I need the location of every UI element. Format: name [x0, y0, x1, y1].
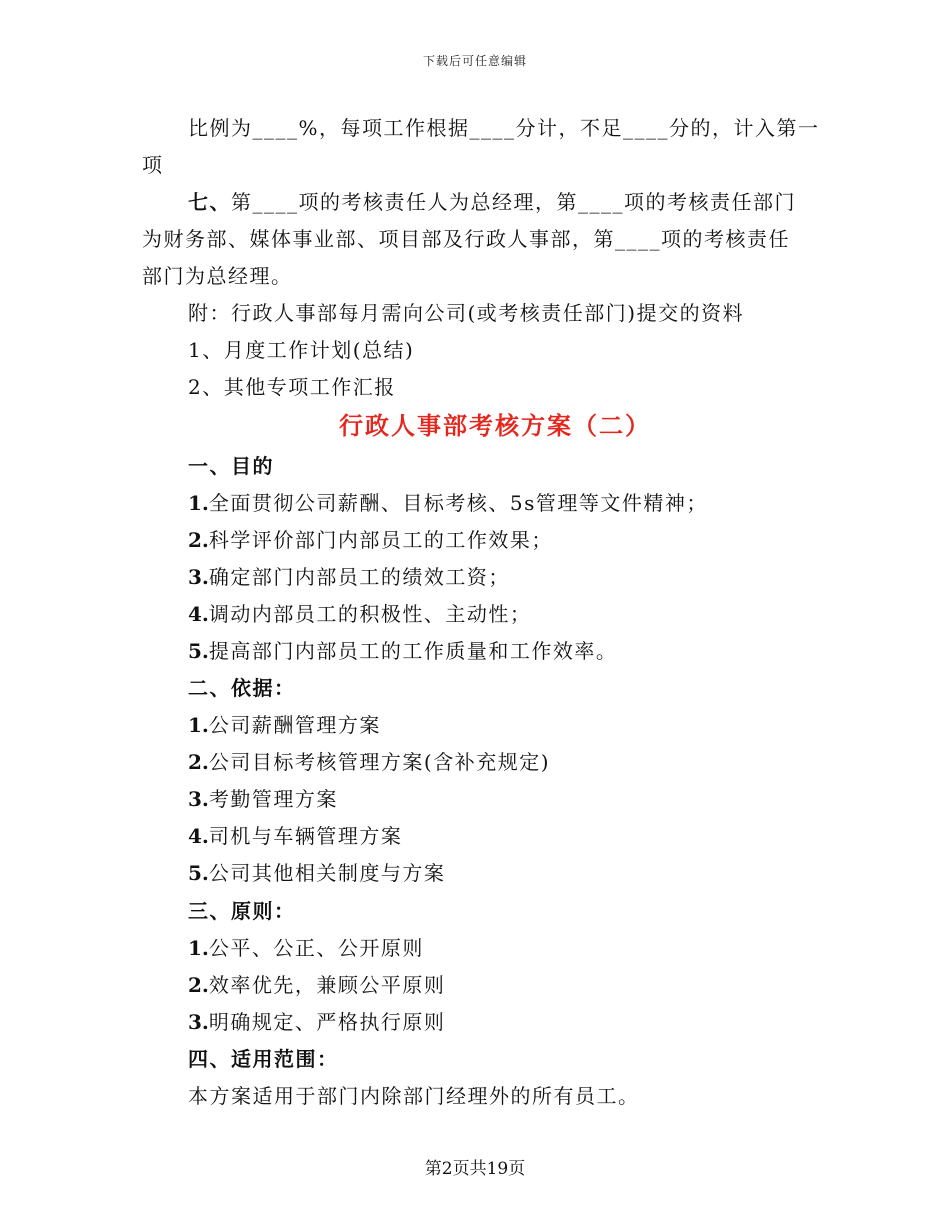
page-footer: 第2页共19页 — [424, 1159, 526, 1179]
list-item-text: 公平、公正、公开原则 — [208, 936, 424, 960]
list-item-number: 4. — [188, 824, 209, 848]
section-heading: 四、适用范围： — [188, 1047, 339, 1071]
list-item — [188, 971, 445, 999]
page-header: 下载后可任意编辑 — [422, 54, 527, 68]
list-item-number: 5. — [188, 639, 209, 663]
list-item-number: 2. — [188, 528, 209, 552]
paragraph-seven — [188, 188, 796, 216]
section-title: 行政人事部考核方案（二） — [339, 411, 651, 440]
list-item-number: 3. — [188, 787, 209, 811]
list-item — [188, 859, 445, 887]
list-item-text: 科学评价部门内部员工的工作效果； — [208, 528, 553, 552]
list-item-number: 4. — [188, 602, 209, 626]
list-item-text: 全面贯彻公司薪酬、目标考核、5s管理等文件精神； — [208, 491, 708, 515]
list-item-number: 3. — [188, 1010, 209, 1034]
appendix-line: 附：行政人事部每月需向公司(或考核责任部门)提交的资料 — [188, 301, 745, 325]
list-item — [188, 600, 531, 628]
list-item — [188, 934, 424, 962]
list-item-text: 公司目标考核管理方案(含补充规定) — [208, 750, 550, 774]
list-item-number: 1. — [188, 491, 209, 515]
list-item-text: 效率优先，兼顾公平原则 — [208, 973, 446, 997]
list-item-text: 公司其他相关制度与方案 — [208, 861, 446, 885]
paragraph-line: 项 — [142, 153, 164, 177]
list-item-number: 2. — [188, 750, 209, 774]
section-heading: 二、依据： — [188, 676, 296, 700]
list-item-number: 2. — [188, 973, 209, 997]
list-item — [188, 526, 553, 554]
list-item-number: 1. — [188, 713, 209, 737]
list-item-text: 确定部门内部员工的绩效工资； — [208, 565, 510, 589]
list-item-number: 3. — [188, 565, 209, 589]
list-item — [188, 489, 708, 517]
list-item-text: 明确规定、严格执行原则 — [208, 1010, 446, 1034]
appendix-item: 2、其他专项工作汇报 — [188, 375, 396, 399]
paragraph-line: 为财务部、媒体事业部、项目部及行政人事部，第____项的考核责任 — [142, 227, 790, 251]
paragraph-line: 本方案适用于部门内除部门经理外的所有员工。 — [188, 1084, 640, 1108]
list-item-number: 1. — [188, 936, 209, 960]
list-item — [188, 637, 617, 665]
list-item-text: 司机与车辆管理方案 — [208, 824, 403, 848]
section-heading: 三、原则： — [188, 899, 296, 923]
section-heading: 一、目的 — [188, 454, 274, 478]
list-item — [188, 711, 381, 739]
list-item — [188, 748, 550, 776]
list-item — [188, 785, 338, 813]
list-item — [188, 1008, 445, 1036]
list-item-number: 5. — [188, 861, 209, 885]
paragraph-line: 部门为总经理。 — [142, 264, 293, 288]
list-item — [188, 822, 402, 850]
section-seven-label: 七、 — [188, 190, 231, 214]
paragraph-text: 第____项的考核责任人为总经理，第____项的考核责任部门 — [231, 190, 796, 214]
list-item — [188, 563, 510, 591]
paragraph-line: 比例为____%，每项工作根据____分计，不足____分的，计入第一 — [188, 116, 820, 140]
list-item-text: 提高部门内部员工的工作质量和工作效率。 — [208, 639, 618, 663]
list-item-text: 公司薪酬管理方案 — [208, 713, 381, 737]
list-item-text: 考勤管理方案 — [208, 787, 338, 811]
list-item-text: 调动内部员工的积极性、主动性； — [208, 602, 532, 626]
appendix-item: 1、月度工作计划(总结) — [188, 338, 415, 362]
